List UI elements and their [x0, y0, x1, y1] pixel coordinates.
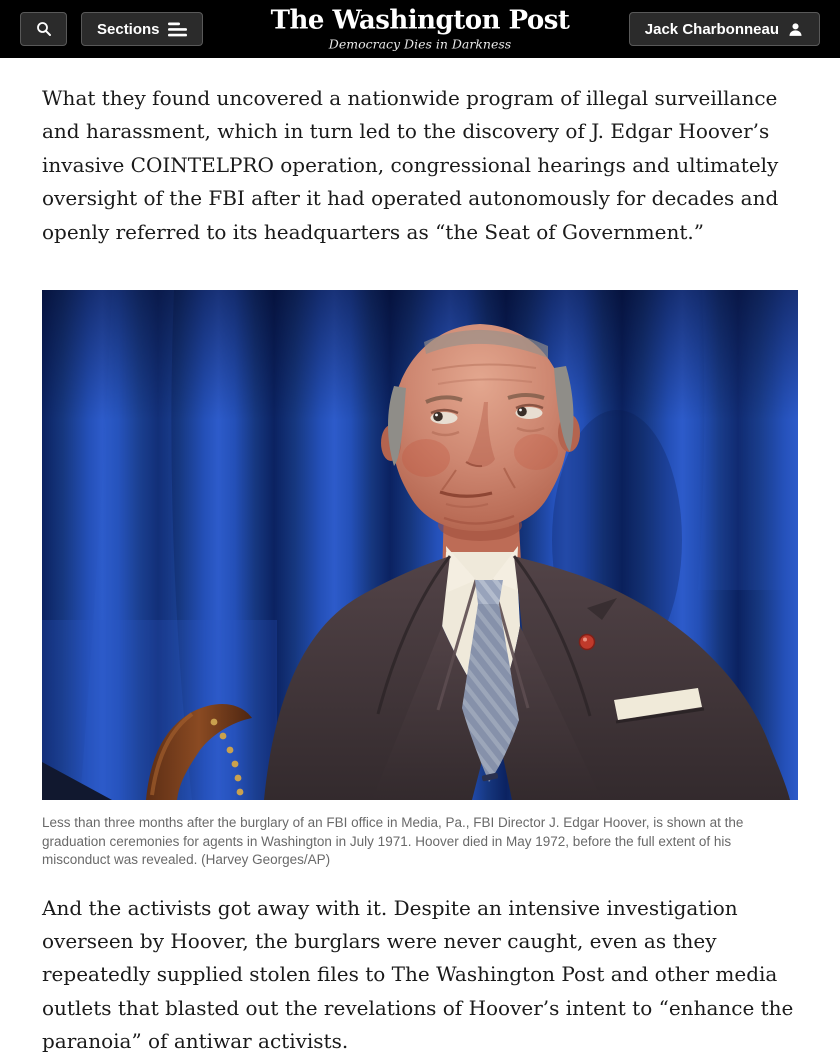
masthead: [210, 7, 630, 51]
article-photo-hoover: [42, 290, 798, 800]
article-paragraph: And the activists got away with it. Despite an intensive investigation overseen by Hoover, the burglars were never caught, even as they repeatedly supplied stolen files to The Washington Post and other media outlets that blasted out the revelations of Hoover’s intent to “enhance the paranoia” of antiwar activists.: [42, 895, 794, 1054]
user-account-label: Jack Charbonneau: [644, 20, 779, 38]
user-account-button[interactable]: [629, 12, 820, 46]
sections-button[interactable]: [81, 12, 203, 46]
photo-caption: Less than three months after the burglary of an FBI office in Media, Pa., FBI Director J. Edgar Hoover, is shown at the graduation ceremonies for agents in Washington in July 1971. Hoover died in May 1972, before the full extent of his misconduct was revealed. (Harvey Georges/AP): [42, 815, 744, 868]
hamburger-menu-icon: [168, 22, 187, 37]
person-icon: [787, 21, 804, 38]
search-button[interactable]: [20, 12, 67, 46]
site-logo: The Washington Post: [270, 5, 570, 36]
article-figure: [42, 290, 798, 870]
article-body: [0, 58, 840, 1059]
search-icon: [35, 20, 53, 38]
site-header: [0, 0, 840, 58]
site-tagline: Democracy Dies in Darkness: [328, 36, 512, 52]
article-paragraph: What they found uncovered a nationwide program of illegal surveillance and harassment, which in turn led to the discovery of J. Edgar Hoover’s invasive COINTELPRO operation, congressional hearings and ultimately oversight of the FBI after it had operated autonomously for decades and openly referred to its headquarters as “the Seat of Government.”: [42, 86, 779, 244]
sections-button-label: Sections: [97, 20, 160, 38]
